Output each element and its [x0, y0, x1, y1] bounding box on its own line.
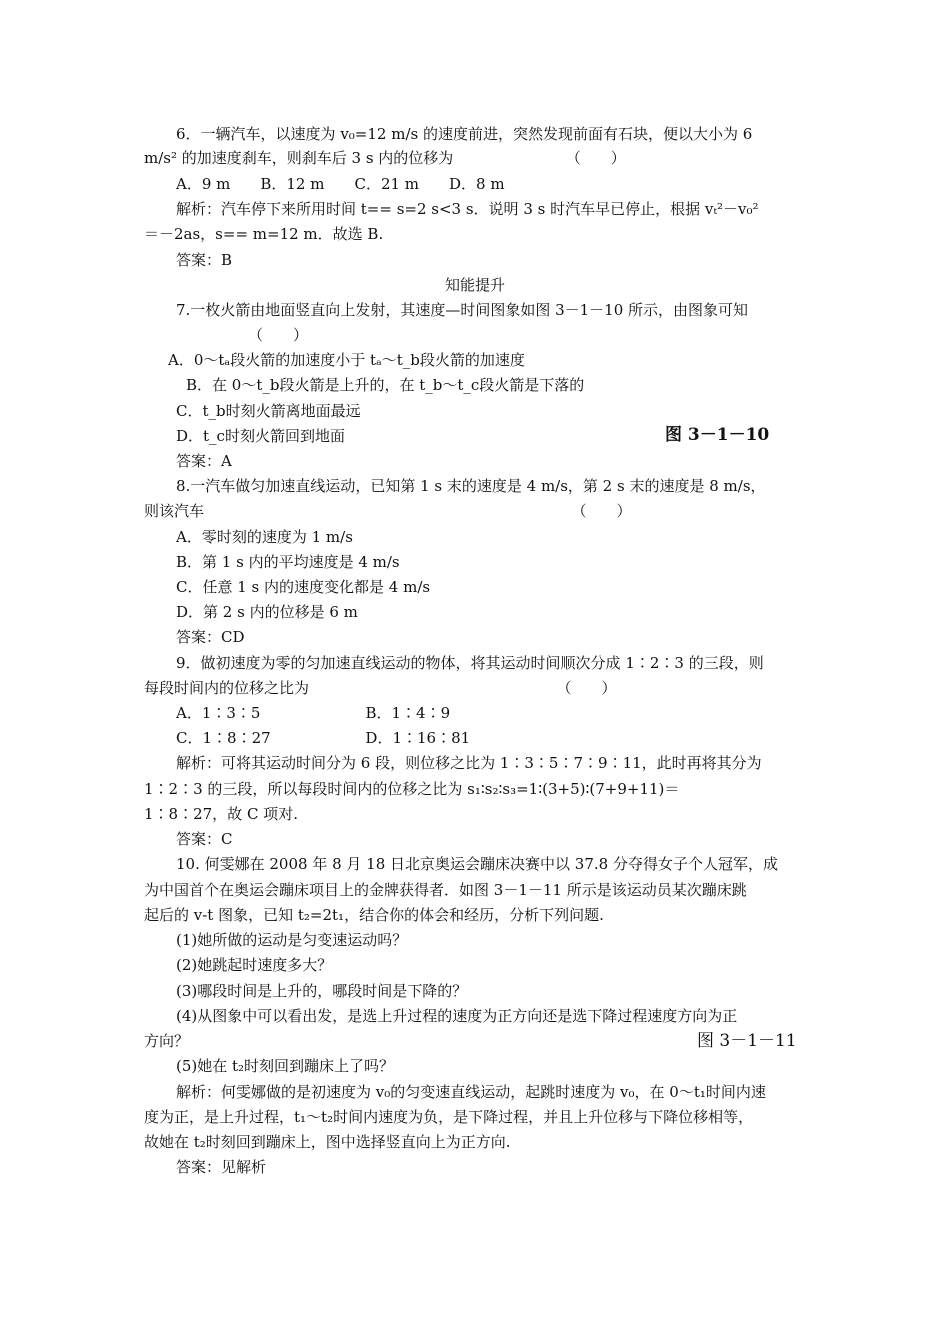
section-heading: 知能提升 — [444, 276, 505, 294]
q10-sub4-line2: 方向？ — [144, 1032, 190, 1050]
q7-option-d: D．t_c时刻火箭回到地面 — [176, 427, 345, 445]
q7-line1: 7.一枚火箭由地面竖直向上发射，其速度—时间图象如图 3－1－10 所示，由图象可知 — [176, 301, 749, 319]
q9-analysis-line3: 1∶8∶27，故 C 项对. — [144, 805, 298, 823]
q6-line2: m/s² 的加速度刹车，则刹车后 3 s 内的位移为 （ ） — [144, 149, 626, 167]
q7-bracket: （ ） — [248, 326, 309, 344]
q10-sub1: (1)她所做的运动是匀变速运动吗？ — [176, 931, 408, 949]
q10-sub2: (2)她跳起时速度多大？ — [176, 956, 333, 974]
q9-answer: 答案：C — [176, 830, 233, 848]
q9-line2: 每段时间内的位移之比为 （ ） — [144, 679, 617, 697]
q7-answer: 答案：A — [176, 452, 232, 470]
q8-option-b: B．第 1 s 内的平均速度是 4 m/s — [176, 553, 400, 571]
q10-sub5: (5)她在 t₂时刻回到蹦床上了吗？ — [176, 1057, 395, 1075]
q6-analysis-line2: ＝－2as，s== m=12 m．故选 B. — [144, 225, 384, 243]
q7-option-b: B．在 0～t_b段火箭是上升的，在 t_b～t_c段火箭是下落的 — [186, 376, 585, 394]
q10-sub4-line1: (4)从图象中可以看出发，是选上升过程的速度为正方向还是选下降过程速度方向为正 — [176, 1007, 738, 1025]
q6-answer: 答案：B — [176, 251, 233, 269]
q10-line1: 10. 何雯娜在 2008 年 8 月 18 日北京奥运会蹦床决赛中以 37.8 分夺得女子个人冠军，成 — [176, 855, 778, 873]
q8-option-c: C．任意 1 s 内的速度变化都是 4 m/s — [176, 578, 431, 596]
q10-answer: 答案：见解析 — [176, 1158, 267, 1176]
q6-analysis-line1: 解析：汽车停下来所用时间 t== s=2 s<3 s．说明 3 s 时汽车早已停止，根据 vₜ²－v₀² — [176, 200, 759, 218]
q8-answer: 答案：CD — [176, 628, 245, 646]
q8-option-a: A．零时刻的速度为 1 m/s — [176, 528, 353, 546]
q8-line1: 8.一汽车做匀加速直线运动，已知第 1 s 末的速度是 4 m/s，第 2 s 末的速度是 8 m/s， — [176, 477, 766, 495]
q10-sub3: (3)哪段时间是上升的，哪段时间是下降的？ — [176, 982, 468, 1000]
q10-analysis-line1: 解析：何雯娜做的是初速度为 v₀的匀变速直线运动，起跳时速度为 v₀，在 0～t₁时间内速 — [176, 1083, 766, 1101]
q10-line2: 为中国首个在奥运会蹦床项目上的金牌获得者．如图 3－1－11 所示是该运动员某次蹦床跳 — [144, 881, 747, 899]
q10-analysis-line2: 度为正，是上升过程，t₁～t₂时间内速度为负，是下降过程，并且上升位移与下降位移相等， — [144, 1108, 754, 1126]
figure-label-3-1-10: 图 3－1－10 — [665, 425, 770, 445]
q9-line1: 9．做初速度为零的匀加速直线运动的物体，将其运动时间顺次分成 1∶2∶3 的三段，则 — [176, 654, 764, 672]
q9-options-cd: C．1∶8∶27 D．1∶16∶81 — [176, 729, 471, 747]
q10-line3: 起后的 v-t 图象，已知 t₂=2t₁，结合你的体会和经历，分析下列问题. — [144, 906, 604, 924]
q7-option-c: C．t_b时刻火箭离地面最远 — [176, 402, 361, 420]
q8-line2: 则该汽车 （ ） — [144, 502, 632, 520]
q6-options: A．9 m B．12 m C．21 m D．8 m — [176, 175, 505, 193]
figure-label-3-1-11: 图 3－1－11 — [697, 1031, 797, 1051]
q6-line1: 6．一辆汽车，以速度为 v₀=12 m/s 的速度前进，突然发现前面有石块，便以大小为 6 — [176, 125, 753, 143]
q10-analysis-line3: 故她在 t₂时刻回到蹦床上，图中选择竖直向上为正方向. — [144, 1133, 511, 1151]
q9-analysis-line1: 解析：可将其运动时间分为 6 段，则位移之比为 1∶3∶5∶7∶9∶11，此时再将其分为 — [176, 754, 762, 772]
q8-option-d: D．第 2 s 内的位移是 6 m — [176, 603, 358, 621]
q9-analysis-line2: 1∶2∶3 的三段，所以每段时间内的位移之比为 s₁∶s₂∶s₃=1∶(3+5)∶(7+9+11)＝ — [144, 780, 680, 798]
q7-option-a: A．0～tₐ段火箭的加速度小于 tₐ～t_b段火箭的加速度 — [168, 351, 525, 369]
q9-options-ab: A．1∶3∶5 B．1∶4∶9 — [176, 704, 451, 722]
